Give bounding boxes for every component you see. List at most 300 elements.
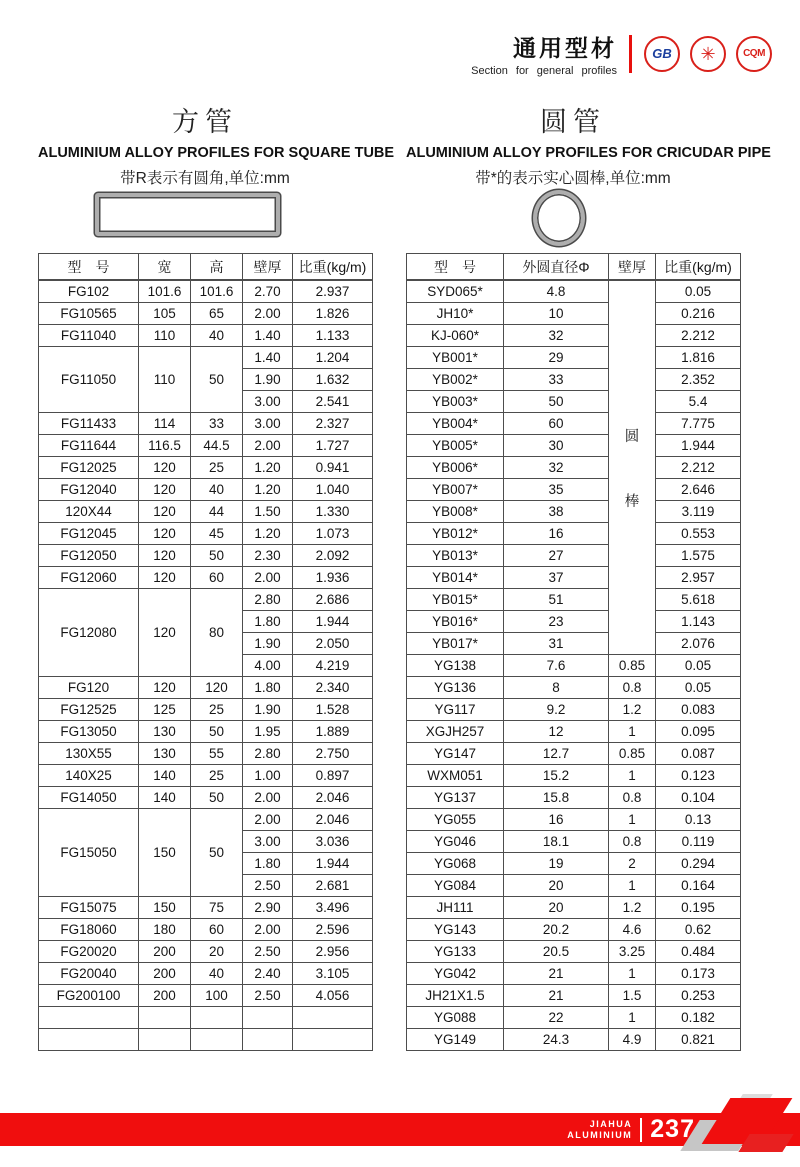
column-header: 型 号 — [407, 254, 504, 281]
cell-weight: 1.816 — [656, 347, 741, 369]
table-row — [407, 611, 741, 633]
cell-weight: 0.216 — [656, 303, 741, 325]
cell-w: 120 — [139, 567, 191, 589]
cell-weight: 1.944 — [293, 853, 373, 875]
cell-weight: 0.182 — [656, 1007, 741, 1029]
table-row — [407, 435, 741, 457]
cell-weight: 1.528 — [293, 699, 373, 721]
cell-weight: 2.596 — [293, 919, 373, 941]
cell-weight: 1.204 — [293, 347, 373, 369]
cell-weight: 0.13 — [656, 809, 741, 831]
cell-wall-thickness: 2 — [609, 853, 656, 875]
cell-weight: 2.681 — [293, 875, 373, 897]
cell-weight — [293, 1007, 373, 1029]
cell-model: XGJH257 — [407, 721, 504, 743]
column-header: 外圆直径Φ — [504, 254, 609, 281]
cell-model: YB004* — [407, 413, 504, 435]
cell-model: FG200100 — [39, 985, 139, 1007]
section-title-en: ALUMINIUM ALLOY PROFILES FOR SQUARE TUBE — [38, 145, 395, 161]
table-row — [39, 897, 373, 919]
cell-weight: 0.05 — [656, 655, 741, 677]
cell-h: 120 — [191, 677, 243, 699]
cell-h: 75 — [191, 897, 243, 919]
cell-w: 150 — [139, 809, 191, 897]
table-row — [407, 567, 741, 589]
cell-diameter: 12 — [504, 721, 609, 743]
cell-wall-thickness: 2.00 — [243, 919, 293, 941]
cell-diameter: 31 — [504, 633, 609, 655]
cell-model — [39, 1029, 139, 1051]
cell-diameter: 15.2 — [504, 765, 609, 787]
cell-model: YG088 — [407, 1007, 504, 1029]
header-row — [407, 254, 741, 281]
cell-weight: 0.484 — [656, 941, 741, 963]
cell-wall-thickness: 2.80 — [243, 589, 293, 611]
table-body — [39, 280, 373, 1051]
cell-model: 140X25 — [39, 765, 139, 787]
cell-wall-thickness: 1.80 — [243, 853, 293, 875]
cell-wall-thickness: 2.00 — [243, 435, 293, 457]
cell-wall-thickness: 0.8 — [609, 677, 656, 699]
cell-model: YG137 — [407, 787, 504, 809]
table-row — [407, 809, 741, 831]
cell-h: 50 — [191, 545, 243, 567]
table-row — [407, 633, 741, 655]
cell-wall-thickness: 2.90 — [243, 897, 293, 919]
cell-model: YB005* — [407, 435, 504, 457]
cell-h: 25 — [191, 765, 243, 787]
cell-wall-thickness: 1.90 — [243, 369, 293, 391]
cell-h: 65 — [191, 303, 243, 325]
cell-diameter: 8 — [504, 677, 609, 699]
cell-diameter: 19 — [504, 853, 609, 875]
brand-line1: JIAHUA — [589, 1118, 633, 1129]
cell-wall-thickness: 1.00 — [243, 765, 293, 787]
cell-wall-thickness: 2.50 — [243, 985, 293, 1007]
cell-wall-thickness: 1 — [609, 875, 656, 897]
cell-weight: 4.056 — [293, 985, 373, 1007]
cell-diameter: 20.2 — [504, 919, 609, 941]
column-header: 型 号 — [39, 254, 139, 281]
table-head — [407, 254, 741, 281]
cell-weight: 1.944 — [656, 435, 741, 457]
cell-model: YB008* — [407, 501, 504, 523]
table-row — [407, 325, 741, 347]
cell-weight: 2.686 — [293, 589, 373, 611]
cell-weight: 1.040 — [293, 479, 373, 501]
cell-model: YB007* — [407, 479, 504, 501]
cell-diameter: 22 — [504, 1007, 609, 1029]
cell-model: YG084 — [407, 875, 504, 897]
cell-w: 120 — [139, 457, 191, 479]
cell-model: FG10565 — [39, 303, 139, 325]
cell-diameter: 20 — [504, 897, 609, 919]
cell-weight: 1.826 — [293, 303, 373, 325]
table-row — [39, 941, 373, 963]
table-head — [39, 254, 373, 281]
table-row — [407, 369, 741, 391]
cell-wall-thickness: 1 — [609, 765, 656, 787]
cell-diameter: 33 — [504, 369, 609, 391]
table-row — [407, 655, 741, 677]
cell-diameter: 37 — [504, 567, 609, 589]
cell-w: 130 — [139, 743, 191, 765]
table-row — [407, 699, 741, 721]
cell-h: 45 — [191, 523, 243, 545]
cell-h: 33 — [191, 413, 243, 435]
cell-w — [139, 1029, 191, 1051]
cell-weight: 0.104 — [656, 787, 741, 809]
table-row — [39, 1007, 373, 1029]
rod-char: 棒 — [624, 493, 640, 510]
cell-wall-thickness — [243, 1007, 293, 1029]
cell-w: 120 — [139, 523, 191, 545]
cell-diameter: 20.5 — [504, 941, 609, 963]
cell-h: 50 — [191, 787, 243, 809]
cell-model: FG102 — [39, 280, 139, 303]
page-number: 237 — [650, 1115, 695, 1143]
cell-weight: 2.352 — [656, 369, 741, 391]
table-row — [407, 545, 741, 567]
cell-w: 125 — [139, 699, 191, 721]
table-row — [407, 501, 741, 523]
cell-wall-thickness: 1.95 — [243, 721, 293, 743]
cell-weight: 2.541 — [293, 391, 373, 413]
cell-model: FG12025 — [39, 457, 139, 479]
table-row — [39, 545, 373, 567]
table-row — [407, 853, 741, 875]
cell-model: FG12045 — [39, 523, 139, 545]
cell-wall-thickness: 1 — [609, 1007, 656, 1029]
table-row — [407, 1029, 741, 1051]
cell-model: YB006* — [407, 457, 504, 479]
cell-weight: 0.173 — [656, 963, 741, 985]
cell-model: FG11040 — [39, 325, 139, 347]
cell-model: FG12060 — [39, 567, 139, 589]
cell-weight: 1.575 — [656, 545, 741, 567]
cell-weight: 1.330 — [293, 501, 373, 523]
cell-wall-thickness: 3.00 — [243, 391, 293, 413]
cell-model: FG12080 — [39, 589, 139, 677]
cell-weight: 2.956 — [293, 941, 373, 963]
cell-wall-thickness: 0.85 — [609, 655, 656, 677]
column-header: 壁厚 — [609, 254, 656, 281]
cell-weight: 0.253 — [656, 985, 741, 1007]
cell-weight: 1.073 — [293, 523, 373, 545]
cell-w: 120 — [139, 501, 191, 523]
cell-diameter: 15.8 — [504, 787, 609, 809]
cell-model: JH10* — [407, 303, 504, 325]
cell-wall-thickness: 2.00 — [243, 787, 293, 809]
cell-model: FG120 — [39, 677, 139, 699]
cell-h: 101.6 — [191, 280, 243, 303]
table-row — [39, 567, 373, 589]
cell-weight: 2.750 — [293, 743, 373, 765]
cell-model: FG18060 — [39, 919, 139, 941]
table-row — [39, 677, 373, 699]
cell-h — [191, 1007, 243, 1029]
cell-diameter: 10 — [504, 303, 609, 325]
cell-weight: 0.095 — [656, 721, 741, 743]
cell-weight: 5.618 — [656, 589, 741, 611]
cell-weight: 2.212 — [656, 325, 741, 347]
cell-weight: 4.219 — [293, 655, 373, 677]
circular-pipe-cross-section-diagram — [533, 190, 585, 246]
cell-model: YG149 — [407, 1029, 504, 1051]
cell-w: 105 — [139, 303, 191, 325]
cell-model: YG068 — [407, 853, 504, 875]
cell-model: FG12040 — [39, 479, 139, 501]
cell-weight: 3.496 — [293, 897, 373, 919]
table-row — [407, 765, 741, 787]
table-row — [407, 721, 741, 743]
brand-name — [567, 1119, 632, 1141]
cell-w: 150 — [139, 897, 191, 919]
table-row — [39, 479, 373, 501]
cell-model: JH21X1.5 — [407, 985, 504, 1007]
rod-char: 圆 — [624, 428, 640, 445]
cell-model: YG133 — [407, 941, 504, 963]
cell-wall-thickness: 2.70 — [243, 280, 293, 303]
table-row — [407, 457, 741, 479]
cell-h: 40 — [191, 479, 243, 501]
cell-model: FG15075 — [39, 897, 139, 919]
cell-diameter: 30 — [504, 435, 609, 457]
table-row — [407, 303, 741, 325]
footer-decoration-red-small — [738, 1134, 793, 1152]
table-row — [39, 523, 373, 545]
cell-diameter: 18.1 — [504, 831, 609, 853]
cell-h: 55 — [191, 743, 243, 765]
cell-weight: 0.941 — [293, 457, 373, 479]
square-tube-cross-section-diagram — [95, 193, 280, 236]
cell-weight: 2.646 — [656, 479, 741, 501]
cell-weight: 0.05 — [656, 677, 741, 699]
cell-weight: 1.727 — [293, 435, 373, 457]
cell-diameter: 20 — [504, 875, 609, 897]
cell-weight: 3.119 — [656, 501, 741, 523]
cell-h: 60 — [191, 567, 243, 589]
cell-h: 50 — [191, 809, 243, 897]
cell-wall-thickness: 2.30 — [243, 545, 293, 567]
header-row — [39, 254, 373, 281]
cell-weight: 3.105 — [293, 963, 373, 985]
cell-wall-thickness: 1.50 — [243, 501, 293, 523]
table-row — [39, 280, 373, 303]
cell-weight: 1.936 — [293, 567, 373, 589]
cell-model: FG11644 — [39, 435, 139, 457]
cell-model: KJ-060* — [407, 325, 504, 347]
cell-w: 120 — [139, 545, 191, 567]
table-row — [39, 435, 373, 457]
table-row — [407, 919, 741, 941]
cell-wall-thickness: 2.50 — [243, 941, 293, 963]
cell-wall-thickness: 1.20 — [243, 457, 293, 479]
cell-wall-thickness: 2.40 — [243, 963, 293, 985]
cell-diameter: 9.2 — [504, 699, 609, 721]
table-row — [407, 941, 741, 963]
cell-w: 114 — [139, 413, 191, 435]
cell-h: 25 — [191, 699, 243, 721]
cell-model: FG15050 — [39, 809, 139, 897]
section-title-en: ALUMINIUM ALLOY PROFILES FOR CRICUDAR PIPE — [406, 145, 771, 161]
cell-h — [191, 1029, 243, 1051]
cell-wall-thickness: 0.8 — [609, 787, 656, 809]
cell-weight: 0.123 — [656, 765, 741, 787]
cell-wall-thickness: 1.40 — [243, 347, 293, 369]
cell-diameter: 4.8 — [504, 280, 609, 303]
logo-text: ✳ — [700, 43, 716, 64]
table-row — [39, 699, 373, 721]
section-title-cn: 圆管 — [540, 107, 606, 137]
logo-text: GB — [652, 46, 672, 61]
cell-weight: 0.294 — [656, 853, 741, 875]
column-header: 宽 — [139, 254, 191, 281]
cell-model: YB015* — [407, 589, 504, 611]
cell-w: 140 — [139, 787, 191, 809]
rod-label — [609, 281, 655, 654]
cell-diameter: 38 — [504, 501, 609, 523]
cell-diameter: 32 — [504, 325, 609, 347]
cell-model: YG136 — [407, 677, 504, 699]
cell-weight: 1.133 — [293, 325, 373, 347]
cell-model: WXM051 — [407, 765, 504, 787]
cell-w: 200 — [139, 963, 191, 985]
cell-weight: 2.076 — [656, 633, 741, 655]
table-row — [39, 501, 373, 523]
table-row — [39, 347, 373, 369]
cell-model: 120X44 — [39, 501, 139, 523]
cell-weight: 0.821 — [656, 1029, 741, 1051]
cell-weight: 0.553 — [656, 523, 741, 545]
cell-wall-thickness: 1.5 — [609, 985, 656, 1007]
cell-diameter: 23 — [504, 611, 609, 633]
cell-diameter: 50 — [504, 391, 609, 413]
cell-model: YB017* — [407, 633, 504, 655]
table-body — [407, 280, 741, 1051]
brand-divider — [640, 1118, 642, 1142]
cell-weight: 2.046 — [293, 809, 373, 831]
cell-weight: 1.889 — [293, 721, 373, 743]
cell-diameter: 32 — [504, 457, 609, 479]
cell-wall-thickness: 1.80 — [243, 611, 293, 633]
cell-weight: 1.632 — [293, 369, 373, 391]
cell-weight: 7.775 — [656, 413, 741, 435]
cell-weight: 0.087 — [656, 743, 741, 765]
cell-model: YB002* — [407, 369, 504, 391]
cell-h: 60 — [191, 919, 243, 941]
table-row — [39, 787, 373, 809]
cell-wall-thickness: 3.00 — [243, 413, 293, 435]
cell-model: YB001* — [407, 347, 504, 369]
cell-diameter: 51 — [504, 589, 609, 611]
cell-h: 20 — [191, 941, 243, 963]
table-row — [39, 457, 373, 479]
cell-wall-thickness: 1.2 — [609, 897, 656, 919]
logo-text: CQM — [743, 48, 765, 59]
cell-h: 40 — [191, 963, 243, 985]
cell-rod-merged — [609, 280, 656, 655]
cell-wall-thickness: 4.6 — [609, 919, 656, 941]
cell-weight — [293, 1029, 373, 1051]
cell-h: 50 — [191, 721, 243, 743]
cell-diameter: 12.7 — [504, 743, 609, 765]
cell-wall-thickness: 1.20 — [243, 523, 293, 545]
table-row — [39, 985, 373, 1007]
circular-pipe-titles — [406, 100, 771, 188]
cell-w: 200 — [139, 941, 191, 963]
table-row — [407, 677, 741, 699]
cell-weight: 3.036 — [293, 831, 373, 853]
brand-line2: ALUMINIUM — [567, 1129, 633, 1140]
table-row — [39, 765, 373, 787]
table-row — [407, 875, 741, 897]
cell-model: YG046 — [407, 831, 504, 853]
square-tube-section — [38, 0, 395, 1100]
cell-model: YG138 — [407, 655, 504, 677]
cell-weight: 0.083 — [656, 699, 741, 721]
cell-weight: 0.897 — [293, 765, 373, 787]
cell-wall-thickness: 1 — [609, 721, 656, 743]
cell-wall-thickness: 2.00 — [243, 809, 293, 831]
cell-wall-thickness: 1.2 — [609, 699, 656, 721]
cell-weight: 2.327 — [293, 413, 373, 435]
cell-diameter: 7.6 — [504, 655, 609, 677]
cell-wall-thickness: 2.80 — [243, 743, 293, 765]
cell-wall-thickness: 2.00 — [243, 567, 293, 589]
cell-weight: 5.4 — [656, 391, 741, 413]
cell-weight: 0.62 — [656, 919, 741, 941]
cell-w: 110 — [139, 347, 191, 413]
table-row — [39, 303, 373, 325]
table-row — [39, 919, 373, 941]
cell-weight: 0.05 — [656, 280, 741, 303]
cell-model: FG12050 — [39, 545, 139, 567]
cell-w: 120 — [139, 677, 191, 699]
cell-wall-thickness: 1 — [609, 809, 656, 831]
cell-weight: 2.092 — [293, 545, 373, 567]
cell-h: 44 — [191, 501, 243, 523]
column-header: 比重(kg/m) — [293, 254, 373, 281]
column-header: 比重(kg/m) — [656, 254, 741, 281]
cell-wall-thickness: 1.80 — [243, 677, 293, 699]
cell-model: FG20040 — [39, 963, 139, 985]
cell-wall-thickness: 2.50 — [243, 875, 293, 897]
cell-w: 130 — [139, 721, 191, 743]
table-row — [407, 391, 741, 413]
cell-h: 100 — [191, 985, 243, 1007]
cell-w: 140 — [139, 765, 191, 787]
cell-diameter: 27 — [504, 545, 609, 567]
cell-model: SYD065* — [407, 280, 504, 303]
cell-h: 50 — [191, 347, 243, 413]
table-row — [407, 831, 741, 853]
cell-model: YB013* — [407, 545, 504, 567]
table-row — [407, 897, 741, 919]
cell-wall-thickness — [243, 1029, 293, 1051]
cell-diameter: 29 — [504, 347, 609, 369]
cell-wall-thickness: 4.00 — [243, 655, 293, 677]
square-tube-table — [38, 253, 373, 1051]
cell-weight: 0.195 — [656, 897, 741, 919]
square-tube-titles — [38, 100, 395, 188]
column-header: 高 — [191, 254, 243, 281]
cell-w: 120 — [139, 479, 191, 501]
table-row — [407, 479, 741, 501]
cell-w — [139, 1007, 191, 1029]
cell-model: FG13050 — [39, 721, 139, 743]
cell-model — [39, 1007, 139, 1029]
